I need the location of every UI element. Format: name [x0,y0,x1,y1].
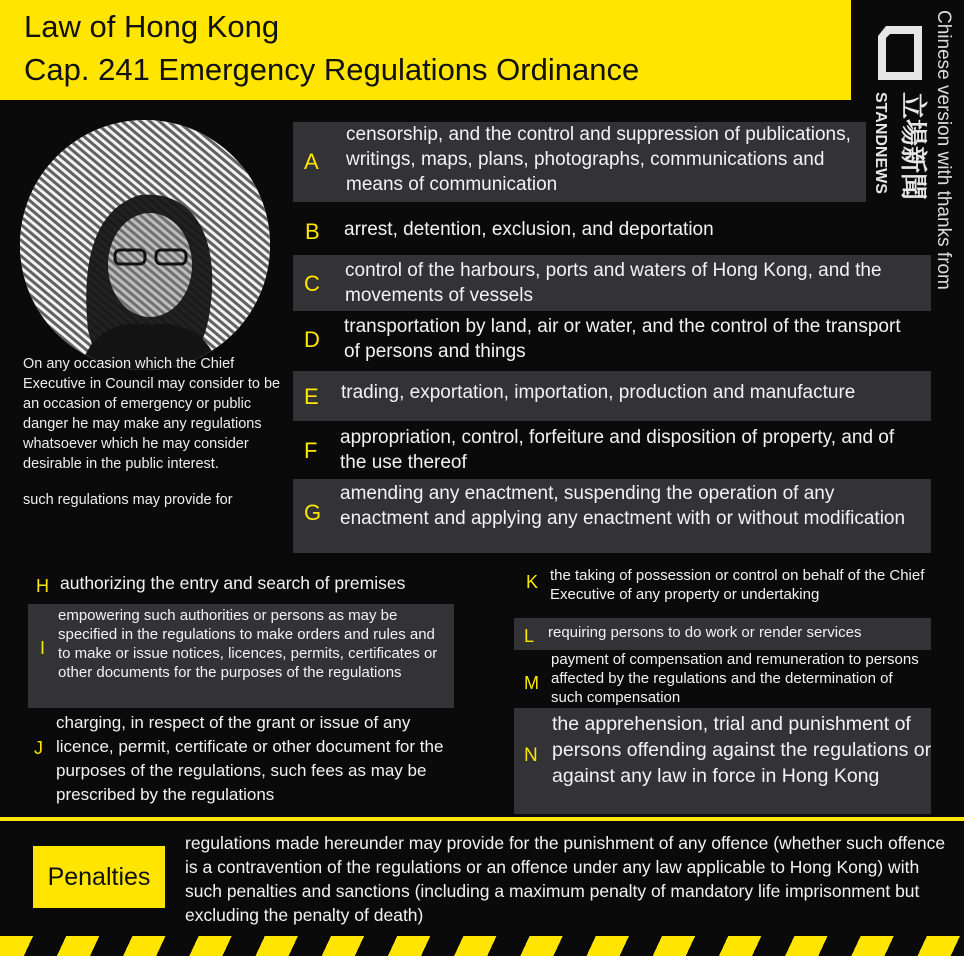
provision-m [514,650,934,708]
provision-text: requiring persons to do work or render services [548,624,862,641]
provision-g [293,479,931,553]
provision-text: transportation by land, air or water, and the control of the transport of persons and things [344,316,901,362]
provision-i [28,604,454,708]
provision-text: authorizing the entry and search of premises [60,573,406,593]
provision-text: empowering such authorities or persons as may be specified in the regulations to make orders and rules and to make or issue notices, licences, permits, certificates or other documents for the purposes of the regulations [58,607,438,681]
provision-letter: J [34,738,43,758]
provision-text: arrest, detention, exclusion, and deportation [344,219,714,240]
provision-letter: F [304,438,318,463]
provision-letter: E [304,384,319,409]
credit-text: Chinese version with thanks from [933,10,954,290]
penalties-label: Penalties [33,846,165,908]
provision-letter: K [526,572,539,592]
divider [0,817,964,821]
standnews-logo [872,22,930,232]
provision-text: the taking of possession or control on behalf of the Chief Executive of any property or undertaking [550,567,925,603]
provision-text: trading, exportation, importation, production and manufacture [341,382,856,403]
provision-letter: L [524,626,535,646]
hazard-stripes [0,936,964,956]
provision-text: payment of compensation and remuneration to persons affected by the regulations and the determination of such compensation [551,651,919,706]
provision-a [293,122,866,202]
provision-k [518,565,938,609]
page-title: Law of Hong Kong [24,9,280,44]
logo-mark [878,26,922,80]
provision-text: charging, in respect of the grant or issue of any licence, permit, certificate or other document for the purposes of the regulations, such fees as may be prescribed by the regulations [56,713,444,804]
logo-english: STANDNEWS [872,92,889,194]
intro-lead: such regulations may provide for [23,492,233,508]
provision-letter: D [304,327,320,352]
provision-b [293,213,866,247]
provision-f [293,423,913,479]
provision-e [293,371,931,421]
logo-chinese: 立場新聞 [897,92,928,200]
provision-letter: G [304,500,322,525]
penalties-text: regulations made hereunder may provide for the punishment of any offence (whether such offence is a contravention of the regulations or an offence under any law applicable to Hong Kong) with such penalties and sanctions (including a maximum penalty of mandatory life imprisonment but excluding the penalty of death) [185,833,946,925]
provision-c [293,255,931,311]
provision-text: appropriation, control, forfeiture and disposition of property, and of the use thereof [340,427,895,473]
page-subtitle: Cap. 241 Emergency Regulations Ordinance [24,52,640,87]
provision-l [514,618,931,650]
provision-text: amending any enactment, suspending the operation of any enactment and applying any enactment with or without modification [340,483,906,529]
provision-letter: B [305,219,320,244]
provision-n [514,708,931,814]
provision-letter: A [304,149,319,174]
provision-letter: C [304,271,320,296]
provision-letter: M [524,673,539,693]
provision-h [28,568,458,598]
provision-letter: I [40,638,46,658]
title-banner [0,0,851,100]
portrait-photo [20,120,270,370]
intro-paragraph: On any occasion which the Chief Executive in Council may consider to be an occasion of emergency or public danger he may make any regulations whatsoever which he may consider desirable in the public interest. [23,356,281,472]
provision-letter: H [36,576,49,596]
provision-d [293,313,901,369]
provision-text: control of the harbours, ports and waters of Hong Kong, and the movements of vessels [345,260,882,306]
credit-vertical [930,10,960,330]
provision-j [28,710,478,808]
provision-text: the apprehension, trial and punishment of persons offending against the regulations or against any law in force in Hong Kong [552,713,932,787]
provision-text: censorship, and the control and suppression of publications, writings, maps, plans, photographs, communications and means of communication [346,124,851,195]
provision-letter: N [524,745,538,766]
intro-text [23,354,285,510]
